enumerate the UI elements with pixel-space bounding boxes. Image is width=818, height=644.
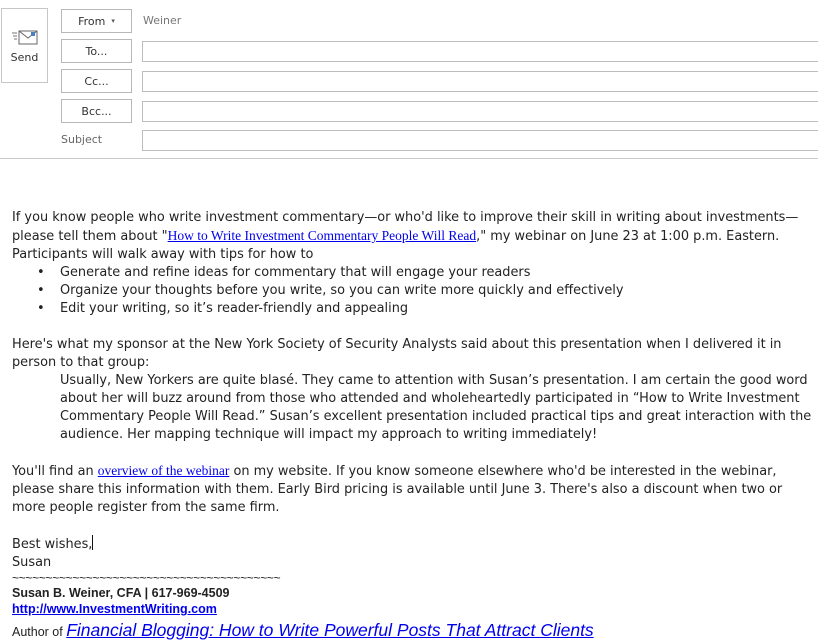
overview-text: You'll find an — [12, 464, 98, 479]
text-cursor — [92, 535, 93, 550]
overview-text-end: on my website. If you know someone elsewhere who'd be interested in the webinar, please share this information with them. Early Bird pricing is available until June 3. There's also a discount when two or more people register from the same firm. — [12, 464, 783, 515]
to-field[interactable] — [142, 41, 818, 62]
bcc-field[interactable] — [142, 101, 818, 122]
chevron-down-icon: ▾ — [111, 17, 115, 25]
from-label: From — [78, 14, 106, 28]
to-button[interactable]: To... — [61, 39, 132, 63]
intro-text-end: ," my webinar on June 23 at 1:00 p.m. Eastern. Participants will walk away with tips for how to — [12, 229, 780, 262]
subject-field[interactable] — [142, 130, 818, 151]
intro-paragraph — [12, 209, 818, 264]
list-item: • Generate and refine ideas for commentary that will engage your readers — [60, 264, 818, 282]
book-title-link[interactable]: Financial Blogging: How to Write Powerful Posts That Attract Clients — [66, 620, 594, 640]
author-prefix: Author of — [12, 625, 67, 639]
intro-text: If you know people who write investment commentary—or who'd like to improve their skill in writing about investments—please tell them about " — [12, 210, 799, 244]
overview-link[interactable]: overview of the webinar — [97, 463, 230, 478]
message-body[interactable] — [12, 209, 818, 643]
sender-name: Susan — [12, 555, 52, 570]
closing — [12, 535, 818, 554]
tips-list — [12, 264, 818, 318]
testimonial-quote: Usually, New Yorkers are quite blasé. They came to attention with Susan’s presentation. I am certain the good word about her will buzz around from those who attended and wholeheartedly participated in “How to Write Investment Commentary People Will Read.” Susan’s excellent presentation included practical tips and great interaction with the audience. Her mapping technique will impact my approach to writing immediately! — [60, 373, 812, 442]
header-divider — [0, 158, 818, 159]
envelope-icon — [12, 29, 38, 47]
send-label: Send — [10, 51, 39, 64]
overview-paragraph — [12, 462, 818, 517]
from-button[interactable] — [61, 9, 132, 33]
list-item: • Organize your thoughts before you write, so you can write more quickly and effectively — [60, 282, 818, 300]
bcc-button[interactable]: Bcc... — [61, 99, 132, 123]
subject-label: Subject — [61, 133, 103, 146]
webinar-title-link[interactable]: How to Write Investment Commentary People Will Read — [167, 228, 477, 243]
list-item: • Edit your writing, so it’s reader-friendly and appealing — [60, 300, 818, 318]
signature-name-line: Susan B. Weiner, CFA | 617-969-4509 — [12, 586, 230, 600]
website-link[interactable]: http://www.InvestmentWriting.com — [12, 602, 217, 616]
closing-text: Best wishes, — [12, 537, 93, 552]
author-line — [12, 619, 818, 643]
send-button[interactable] — [1, 8, 48, 83]
sponsor-paragraph: Here's what my sponsor at the New York Society of Security Analysts said about this presentation when I delivered it in person to that group: — [12, 337, 782, 370]
cc-field[interactable] — [142, 71, 818, 92]
signature-divider: ~~~~~~~~~~~~~~~~~~~~~~~~~~~~~~~~~~~~~~~~ — [12, 571, 281, 585]
from-value: Weiner — [143, 14, 182, 27]
cc-button[interactable]: Cc... — [61, 69, 132, 93]
